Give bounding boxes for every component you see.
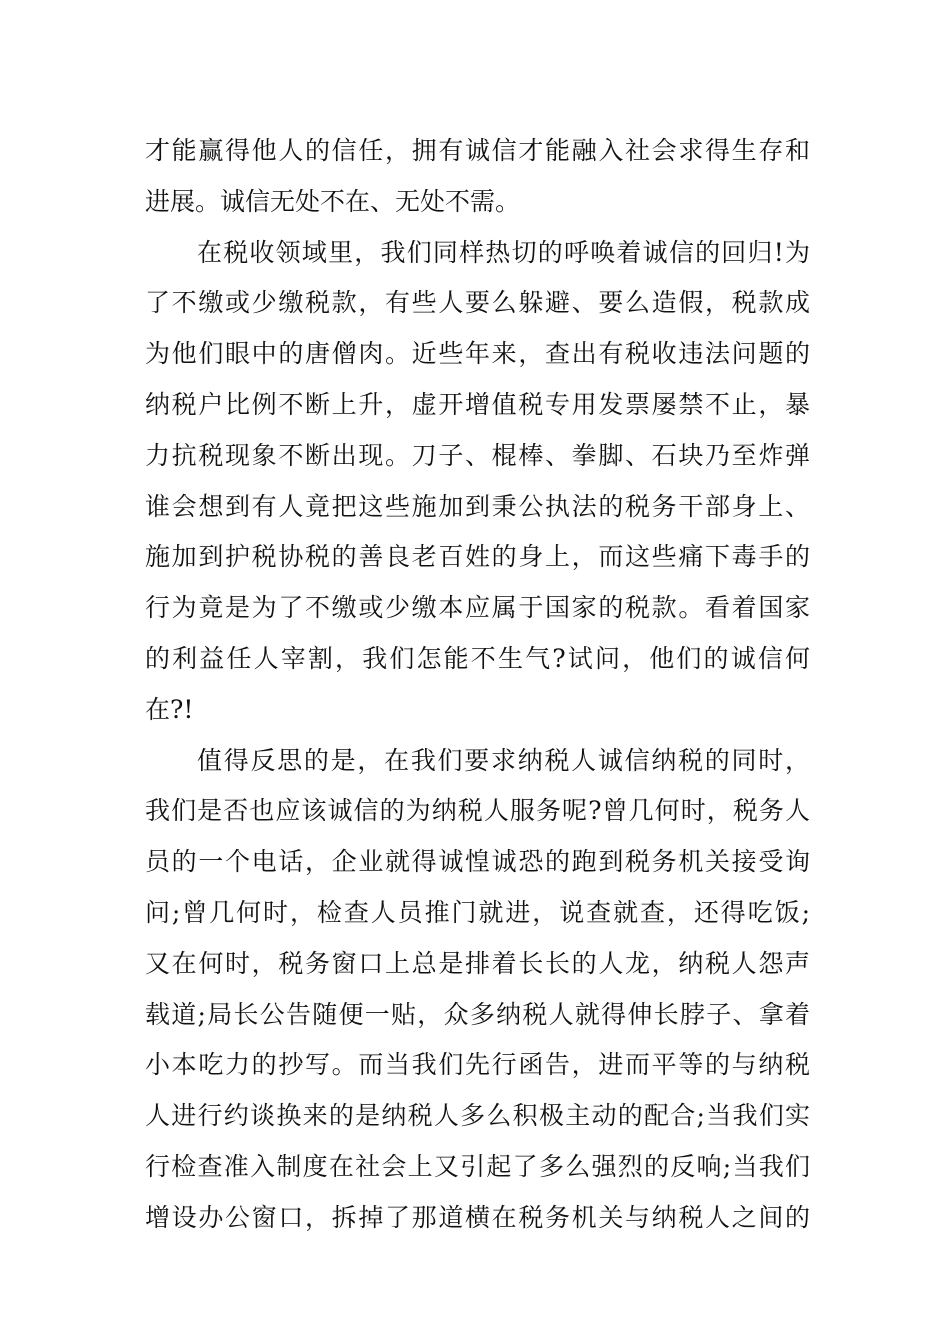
text-line: 问;曾几何时，检查人员推门就进，说查就查，还得吃饭; <box>145 897 810 927</box>
text-line: 了不缴或少缴税款，有些人要么躲避、要么造假，税款成 <box>145 288 810 318</box>
text-line: 施加到护税协税的善良老百姓的身上，而这些痛下毒手的 <box>145 542 810 572</box>
text-line: 为他们眼中的唐僧肉。近些年来，查出有税收违法问题的 <box>145 339 810 369</box>
text-line: 又在何时，税务窗口上总是排着长长的人龙，纳税人怨声 <box>145 948 810 978</box>
text-line: 员的一个电话，企业就得诚惶诚恐的跑到税务机关接受询 <box>145 847 810 877</box>
text-line: 行为竟是为了不缴或少缴本应属于国家的税款。看着国家 <box>145 593 810 623</box>
text-line: 在?! <box>145 694 194 724</box>
text-line: 行检查准入制度在社会上又引起了多么强烈的反响;当我们 <box>145 1151 810 1181</box>
text-line: 力抗税现象不断出现。刀子、棍棒、拳脚、石块乃至炸弹 <box>145 440 810 470</box>
text-line: 谁会想到有人竟把这些施加到秉公执法的税务干部身上、 <box>145 491 810 521</box>
text-line: 人进行约谈换来的是纳税人多么积极主动的配合;当我们实 <box>145 1101 810 1131</box>
text-line: 增设办公窗口，拆掉了那道横在税务机关与纳税人之间的 <box>145 1202 810 1232</box>
body-text <box>145 126 810 1244</box>
text-line: 小本吃力的抄写。而当我们先行函告，进而平等的与纳税 <box>145 1050 810 1080</box>
text-line: 的利益任人宰割，我们怎能不生气?试问，他们的诚信何 <box>145 643 810 673</box>
text-line: 载道;局长公告随便一贴，众多纳税人就得伸长脖子、拿着 <box>145 999 810 1029</box>
text-line: 才能赢得他人的信任，拥有诚信才能融入社会求得生存和 <box>145 136 810 165</box>
text-line: 纳税户比例不断上升，虚开增值税专用发票屡禁不止，暴 <box>145 389 810 419</box>
text-line: 在税收领域里，我们同样热切的呼唤着诚信的回归!为 <box>197 237 810 267</box>
text-line: 我们是否也应该诚信的为纳税人服务呢?曾几何时，税务人 <box>145 796 810 826</box>
text-line: 进展。诚信无处不在、无处不需。 <box>145 186 521 216</box>
text-line: 值得反思的是，在我们要求纳税人诚信纳税的同时， <box>197 745 810 775</box>
